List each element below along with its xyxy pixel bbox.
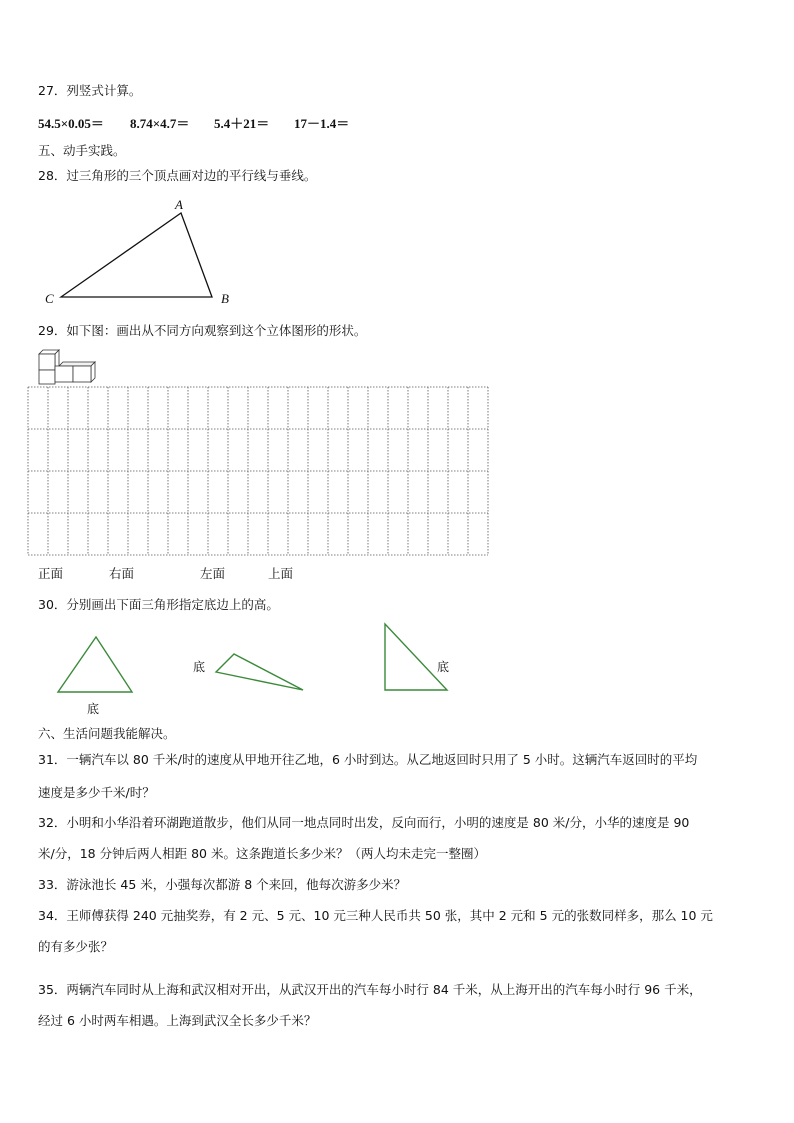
q32-line2: 米/分，18 分钟后两人相距 80 米。这条跑道长多少米？（两人均未走完一整圈） (38, 846, 486, 861)
section5-title: 五、动手实践。 (38, 143, 126, 158)
q35-line1: 35．两辆汽车同时从上海和武汉相对开出，从武汉开出的汽车每小时行 84 千米，从上海开出的汽车每小时行 96 千米， (38, 982, 702, 997)
vertex-b-label: B (221, 291, 229, 306)
q27-item-1: 54.5×0.05＝ (38, 116, 104, 131)
q27-item-2: 8.74×4.7＝ (130, 116, 190, 131)
cube-figure (38, 348, 138, 388)
vertex-c-label: C (45, 291, 54, 306)
q27-item-3: 5.4＋21＝ (214, 116, 270, 131)
triangle-3 (385, 624, 450, 690)
view-label-front: 正面 (38, 566, 64, 581)
q29-title: 29．如下图：画出从不同方向观察到这个立体图形的形状。 (38, 323, 367, 338)
q30-triangles (0, 600, 794, 720)
q32-line1: 32．小明和小华沿着环湖跑道散步，他们从同一地点同时出发，反向而行，小明的速度是 80 米/分，小华的速度是 90 (38, 815, 690, 830)
q31-line1: 31．一辆汽车以 80 千米/时的速度从甲地开往乙地，6 小时到达。从乙地返回时只用了 5 小时。这辆汽车返回时的平均 (38, 752, 698, 767)
drawing-grid (28, 387, 488, 557)
q34-line2: 的有多少张？ (38, 939, 114, 954)
vertex-a-label: A (175, 197, 183, 212)
q35-line2: 经过 6 小时两车相遇。上海到武汉全长多少千米？ (38, 1013, 317, 1028)
q33-line1: 33．游泳池长 45 米，小强每次都游 8 个来回，他每次游多少米？ (38, 877, 407, 892)
q27-title: 27．列竖式计算。 (38, 83, 142, 98)
base-label-1: 底 (87, 702, 100, 716)
q28-title: 28．过三角形的三个顶点画对边的平行线与垂线。 (38, 168, 317, 183)
triangle-1 (58, 637, 132, 692)
triangle-abc (61, 213, 212, 297)
view-label-right: 右面 (109, 566, 135, 581)
q31-line2: 速度是多少千米/时？ (38, 785, 155, 800)
base-label-3: 底 (437, 660, 450, 674)
triangle-2 (216, 654, 303, 690)
q34-line1: 34．王师傅获得 240 元抽奖券，有 2 元、5 元、10 元三种人民币共 50 张，其中 2 元和 5 元的张数同样多，那么 10 元 (38, 908, 713, 923)
q30-title: 30．分别画出下面三角形指定底边上的高。 (38, 597, 279, 612)
section6-title: 六、生活问题我能解决。 (38, 726, 176, 741)
q27-item-4: 17－1.4＝ (294, 116, 350, 131)
view-label-top: 上面 (268, 566, 294, 581)
base-label-2: 底 (193, 660, 206, 674)
view-label-left: 左面 (200, 566, 226, 581)
q28-triangle (0, 0, 794, 320)
